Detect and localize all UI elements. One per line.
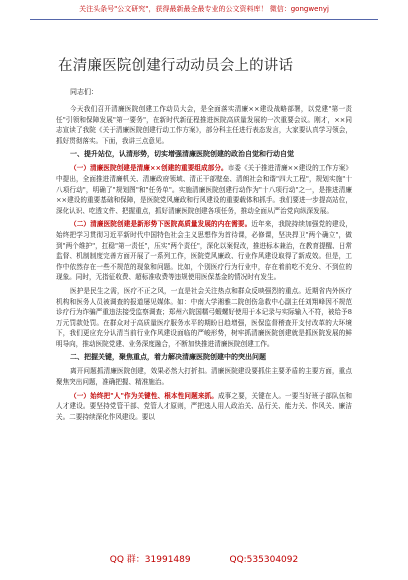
section-1-paragraph-3: 医护是民生之需，医疗不正之风，一直是社会关注热点和群众反映强烈的重点。近期省内外医疗机构和医务人员被调查的报道屡见媒体。如：中南大学湘雅二院创伤急救中心副主任刘翔峰因不规范诊疗行为诈骗严重违法接受监察调查；郑州六院国糯弓蝦螺好使用于本记录与实际输入不符，被给予8万元罚款处罚。在群众对于高质量医疗服务水平的期盼日趋增强，医保监督稽查开支付改革的大环境下，我们更应充分认清当前行业作风建设面临的严峻形势，树牢抓清廉医院创建就是抓医院发展的鲜明导向，推动医院党建、业务深度融合，不断加快推进清廉医院创建工作。 xyxy=(56,286,352,348)
section-1-paragraph-1-lead: （一）清廉医院创建是清廉××创建的重要组成部分。 xyxy=(70,164,228,173)
section-1-paragraph-1-text: 市委《关于推进清廉××建设的工作方案》中提出，全面推进清廉机关、清廉政府领域、清正干部壁垒、清朗社会和谐"四大工程"，规划实施"十八项行动"，明确了"规划图"和"任务单"。实施清廉医院创建行动作为"十八项行动"之一，是推进清廉××建设的重要基础和保障，是医院党风廉政和行风建设的重要载体和抓手。我们要进一步提高站位，深化认识、吃透文件、把握重点，抓好清廉医院创建各项任务，推动全面从严治党向纵深发展。 xyxy=(56,164,352,215)
footer-qq-group: QQ 群：31991489 xyxy=(109,555,191,565)
section-1-paragraph-2 xyxy=(56,219,352,283)
header-divider xyxy=(30,19,378,20)
section-1-heading: 一、提升站位，认清形势，切实增强清廉医院创建的政治自觉和行动自觉 xyxy=(70,150,294,159)
section-2-paragraph-1: 离开问题抓清廉医院创建，效果必然大打折扣。清廉医院建设要抓住主要矛盾的主要方面，重点聚焦突出问题，准确把握、精准施治。 xyxy=(56,367,352,387)
header-banner xyxy=(30,4,378,14)
footer-contact xyxy=(0,552,408,565)
document-title: 在清廉医院创建行动动员会上的讲话 xyxy=(58,58,294,74)
section-2-paragraph-2-text: 成事之要，关键在人。一要当好班子部队伍和人才建设。要坚持党管干部、党管人才原则，严把选人用人政治关、品行关、能力关、作风关、廉洁关。二要持续深化作风建设。要以 xyxy=(56,391,353,421)
section-2-paragraph-2 xyxy=(56,391,352,423)
section-1-paragraph-2-lead: （二）清廉医院创建是新形势下医院高质量发展的内在需要。 xyxy=(70,220,252,229)
section-1-paragraph-1 xyxy=(56,163,352,216)
section-2-paragraph-2-lead: （一）始终把"人"作为关键性、根本性问题来抓。 xyxy=(70,391,218,400)
footer-qq-number: QQ:535304092 xyxy=(229,555,299,565)
greeting: 同志们： xyxy=(70,88,98,96)
intro-paragraph: 今天我们召开清廉医院创建工作动员大会，是全面落实清廉××建设战略部署，以党建"第一责任"引领和保障发展"第一要务"，在新时代新征程推进医院高质量发展的一次重要会议。刚才，××同志宣读了我院《关于清廉医院创建行动工作方案》，部分科主任进行表态发言，大家要认真学习领会，抓好贯彻落实。下面，我讲三点意见。 xyxy=(56,105,352,145)
section-2-heading: 二、把握关键，聚焦重点，着力解决清廉医院创建中的突出问题 xyxy=(70,353,266,362)
document-body xyxy=(56,56,352,425)
header-promo-text: 关注头条号"公文研究"，获得最新最全最专业的公文资料库！ 微信：gongwenyj xyxy=(79,5,329,13)
section-1-paragraph-2-text: 近年来，我院持续加强党的建设，始终把学习贯彻习近平新时代中国特色社会主义思想作为首待课，必修课，坚决捍卫"两个确立"，做到"两个维护"，扛稳"第一责任"，压实"两个责任"，深化以案促改，推进标本兼治，在教育提醒、日常监督、机制制度完善方面开展了一系列工作，医院党风廉政、行业作风建设取得了新成效。但是，工作中依然存在一些不规范的现象和问题。比如，个别医疗行为行业中，存在着前吃不充分、不到位的现象。同时，无指征收费、超标准收费等违规使用医保基金的情况时有发生。 xyxy=(56,220,353,282)
